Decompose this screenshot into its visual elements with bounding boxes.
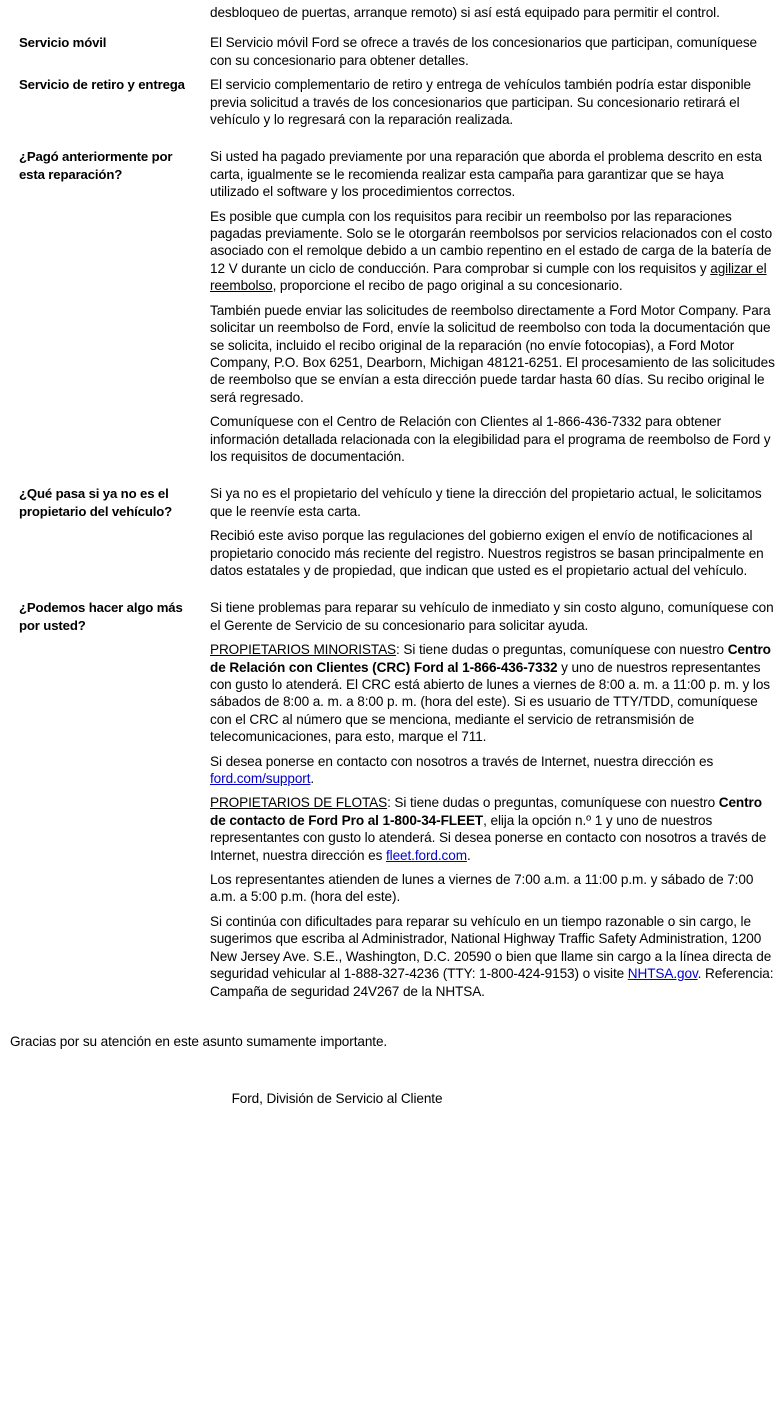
spacer-1 (8, 69, 776, 76)
heading-servicio-movil: Servicio móvil (19, 35, 107, 51)
fleet-after-label: : Si tiene dudas o preguntas, comuníquese con nuestro (387, 795, 719, 811)
nhtsa-before: Si continúa con dificultades para reparar su vehículo en un tiempo razonable o sin cargo, le sugerimos que escriba al Administrador, National Highway Traffic Safety Administration, 1200 New Jersey Ave. S.E., Washington, D.C. 20590 o bien que llame sin cargo a la línea directa de seguridad vehicular al 1-888-327-4236 (TTY: 1-800-424-9153) o visite (210, 913, 772, 982)
spacer-5 (8, 1000, 776, 1020)
paragraph: Comuníquese con el Centro de Relación con Clientes al 1-866-436-7332 para obtener información detallada relacionada con la elegibilidad para el programa de reembolso de Ford y los requisitos de documentación. (210, 414, 771, 464)
signature-line: Ford, División de Servicio al Cliente (231, 1091, 443, 1107)
nhtsa-after: . Referencia: Campaña de seguridad 24V267 de la NHTSA. (210, 966, 774, 999)
intro-continuation-body (200, 4, 776, 21)
paragraph-hours: Los representantes atienden de lunes a viernes de 7:00 a.m. a 11:00 p.m. y sábado de 7:00 a.m. a 5:00 p.m. (hora del este). (210, 872, 754, 905)
paragraph: El servicio complementario de retiro y entrega de vehículos también podría estar disponible previa solicitud a través de los concesionarios que participan. Su concesionario retirará el vehículo y lo regresará con la reparación realizada. (210, 77, 751, 128)
spacer-7 (8, 1050, 776, 1070)
paragraph-internet-retail (210, 753, 776, 788)
body-pago-anterior (200, 148, 776, 465)
fleet-ford-link[interactable]: fleet.ford.com (385, 847, 467, 863)
heading-ya-no-propietario: ¿Qué pasa si ya no es el propietario del vehículo? (19, 486, 173, 519)
paragraph: Recibió este aviso porque las regulaciones del gobierno exigen el envío de notificaciones al propietario conocido más reciente del registro. Nuestros registros se basan principalmente en datos estatales y de propiedad, que indican que usted es el propietario actual del vehículo. (210, 528, 764, 578)
spacer-8 (8, 1070, 776, 1090)
intro-continuation-text: desbloqueo de puertas, arranque remoto) si así está equipado para permitir el control. (210, 5, 720, 20)
crc-contact-bold: Centro de Relación con Clientes (CRC) Ford al 1-866-436-7332 (210, 642, 771, 675)
paragraph: Si ya no es el propietario del vehículo y tiene la dirección del propietario actual, le solicitamos que le reenvíe esta carta. (210, 486, 762, 519)
section-servicio-movil (8, 34, 776, 69)
body-ya-no-propietario (200, 485, 776, 579)
section-servicio-retiro-entrega (8, 76, 776, 128)
internet-retail-after: . (310, 771, 315, 787)
paragraph-intro: Si tiene problemas para reparar su vehículo de inmediato y sin costo alguno, comuníquese con el Gerente de Servicio de su concesionario para solicitar ayuda. (210, 600, 774, 633)
section-ya-no-propietario (8, 485, 776, 579)
ford-pro-contact-bold: Centro de contacto de Ford Pro al 1-800-34-FLEET (210, 795, 762, 828)
paragraph-reembolso (210, 208, 776, 295)
retail-tail: y uno de nuestros representantes con gusto lo atenderá. El CRC está abierto de lunes a viernes de 8:00 a. m. a 11:00 p. m. y los sábados de 8:00 a. m. a 8:00 p. m. (hora del este). Si es usuario de TTY/TDD, comuníquese con el CRC al número que se menciona, mediante el servicio de retransmisión de telecomunicaciones, para esto, marque el 711. (210, 659, 770, 745)
spacer-3 (8, 465, 776, 485)
spacer-2 (8, 128, 776, 148)
closing-line: Gracias por su atención en este asunto sumamente importante. (10, 1033, 388, 1049)
paragraph: El Servicio móvil Ford se ofrece a través de los concesionarios que participan, comuníquese con su concesionario para obtener detalles. (210, 35, 758, 68)
paragraph: También puede enviar las solicitudes de reembolso directamente a Ford Motor Company. Para solicitar un reembolso de Ford, envíe la solicitud de reembolso con toda la documentación que se solicita, incluido el recibo original de la reparación (no envíe fotocopias), a Ford Motor Company, P.O. Box 6251, Dearborn, Michigan 48121-6251. El procesamiento de las solicitudes de reembolso que se envían a esta dirección puede tardar hasta 60 días. Su recibo original le será regresado. (210, 302, 775, 405)
body-servicio-retiro-entrega (200, 76, 776, 128)
heading-servicio-retiro-entrega: Servicio de retiro y entrega (19, 77, 185, 93)
heading-pago-anterior: ¿Pagó anteriormente por esta reparación? (19, 149, 173, 182)
fleet-tail: , elija la opción n.º 1 y uno de nuestros representantes con gusto lo atenderá. Si desea ponerse en contacto con nosotros a través de Internet, nuestra dirección es (210, 812, 767, 863)
internet-retail-before: Si desea ponerse en contacto con nosotros a través de Internet, nuestra dirección es (210, 753, 714, 769)
paragraph-fleet-owners (210, 794, 776, 864)
intro-continuation-row (8, 4, 776, 21)
reembolso-text-lead: Es posible que cumpla con los requisitos para recibir un reembolso por las reparaciones pagadas previamente. Solo se le otorgarán reembolsos por servicios relacionados con el costo asociado con el remolque debido a un cambio repentino en el estado de carga de la batería de 12 V durante un ciclo de conducción. Para comprobar si cumple con los requisitos y (210, 208, 773, 276)
heading-podemos-hacer-algo-mas: ¿Podemos hacer algo más por usted? (19, 600, 183, 633)
fleet-after-link: . (466, 847, 471, 863)
body-servicio-movil (200, 34, 776, 69)
retail-owners-label: PROPIETARIOS MINORISTAS (210, 642, 397, 658)
paragraph-nhtsa (210, 913, 776, 1000)
spacer-4 (8, 579, 776, 599)
fleet-owners-label: PROPIETARIOS DE FLOTAS (210, 795, 388, 811)
section-podemos-hacer-algo-mas (8, 599, 776, 1000)
paragraph: Si usted ha pagado previamente por una reparación que aborda el problema descrito en esta carta, igualmente se le recomienda realizar esta campaña para garantizar que se haya utilizado el software y los procedimientos correctos. (210, 149, 762, 200)
retail-after-label: : Si tiene dudas o preguntas, comuníquese con nuestro (396, 642, 728, 658)
spacer-6 (8, 1020, 776, 1033)
body-podemos-hacer-algo-mas (200, 599, 776, 1000)
agilizar-reembolso-underline: agilizar el reembolso (210, 260, 767, 294)
reembolso-text-tail: , proporcione el recibo de pago original a su concesionario. (272, 278, 623, 294)
paragraph-retail-owners (210, 641, 776, 745)
spacer-after-intro (8, 21, 776, 34)
section-pago-anterior (8, 148, 776, 465)
nhtsa-gov-link[interactable]: NHTSA.gov (627, 966, 698, 982)
ford-support-link[interactable]: ford.com/support (210, 771, 311, 787)
